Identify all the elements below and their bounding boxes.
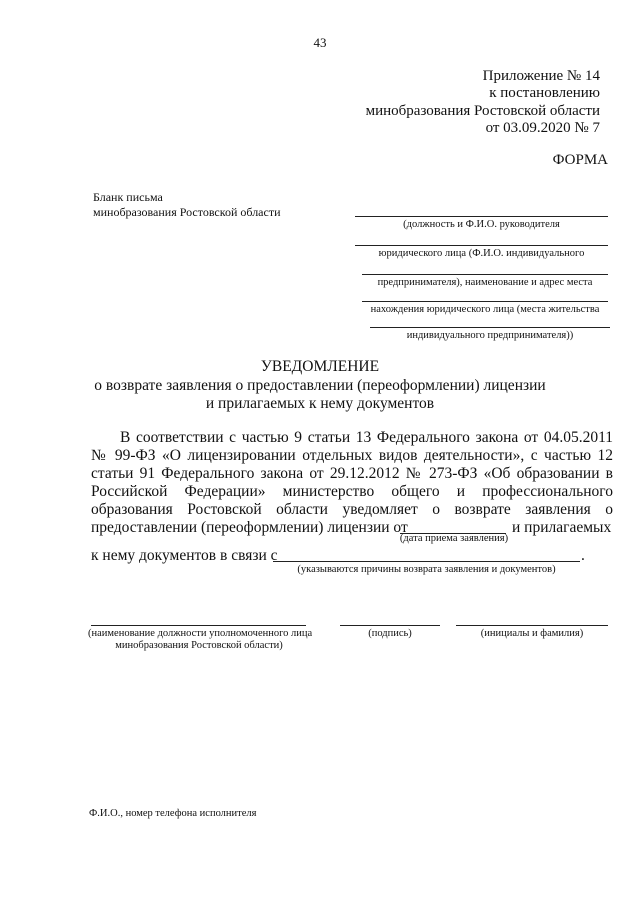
reason-caption: (указываются причины возврата заявления и документов) [297, 564, 556, 575]
recipient-line-5 [370, 327, 610, 328]
recipient-line-2 [355, 245, 608, 246]
body-line-4: Российской Федерации» министерство общего и профессионального [91, 483, 613, 500]
full-name-line[interactable] [456, 625, 608, 626]
position-line[interactable] [91, 625, 306, 626]
return-reason-field[interactable] [273, 561, 580, 562]
body-line-5: образования Ростовской области уведомляет о возврате заявления о [91, 501, 613, 518]
recipient-caption-1: (должность и Ф.И.О. руководителя [403, 219, 560, 230]
body-line-6-start: предоставлении (переоформлении) лицензии от [91, 519, 408, 536]
position-caption-1: (наименование должности уполномоченного лица [88, 628, 313, 639]
notice-title: УВЕДОМЛЕНИЕ [260, 358, 380, 375]
recipient-caption-2: юридического лица (Ф.И.О. индивидуального [378, 248, 585, 259]
appendix-line-3: минобразования Ростовской области [365, 103, 600, 119]
form-label: ФОРМА [552, 152, 608, 168]
appendix-line-4: от 03.09.2020 № 7 [485, 120, 600, 136]
signature-caption: (подпись) [368, 628, 412, 639]
notice-subtitle-1: о возврате заявления о предоставлении (переоформлении) лицензии [94, 377, 546, 394]
recipient-line-1 [355, 216, 608, 217]
position-caption-2: минобразования Ростовской области) [115, 640, 283, 651]
letterhead-line-2: минобразования Ростовской области [93, 205, 281, 219]
body-line-3: статьи 91 Федерального закона от 29.12.2012 № 273-ФЗ «Об образовании в [91, 465, 613, 482]
appendix-line-1: Приложение № 14 [482, 68, 600, 84]
recipient-line-4 [362, 301, 608, 302]
body-line-1: В соответствии с частью 9 статьи 13 Федерального закона от 04.05.2011 [120, 429, 613, 446]
signature-line[interactable] [340, 625, 440, 626]
body-line-7-start: к нему документов в связи с [91, 547, 278, 564]
recipient-caption-5: индивидуального предпринимателя)) [406, 330, 574, 341]
page-number: 43 [313, 35, 327, 50]
body-line-2: № 99-ФЗ «О лицензировании отдельных видов деятельности», с частью 12 [91, 447, 613, 464]
executor-contact-note: Ф.И.О., номер телефона исполнителя [89, 808, 257, 819]
full-name-caption: (инициалы и фамилия) [480, 628, 584, 639]
body-line-7-end: . [581, 547, 585, 564]
notice-subtitle-2: и прилагаемых к нему документов [205, 395, 435, 412]
recipient-line-3 [362, 274, 608, 275]
date-caption: (дата приема заявления) [399, 533, 509, 544]
letterhead [93, 190, 281, 220]
recipient-caption-3: предпринимателя), наименование и адрес места [377, 277, 593, 288]
letterhead-line-1: Бланк письма [93, 190, 163, 204]
recipient-caption-4: нахождения юридического лица (места жительства [370, 304, 600, 315]
appendix-line-2: к постановлению [489, 85, 600, 101]
body-line-6-end: и прилагаемых [512, 519, 612, 536]
